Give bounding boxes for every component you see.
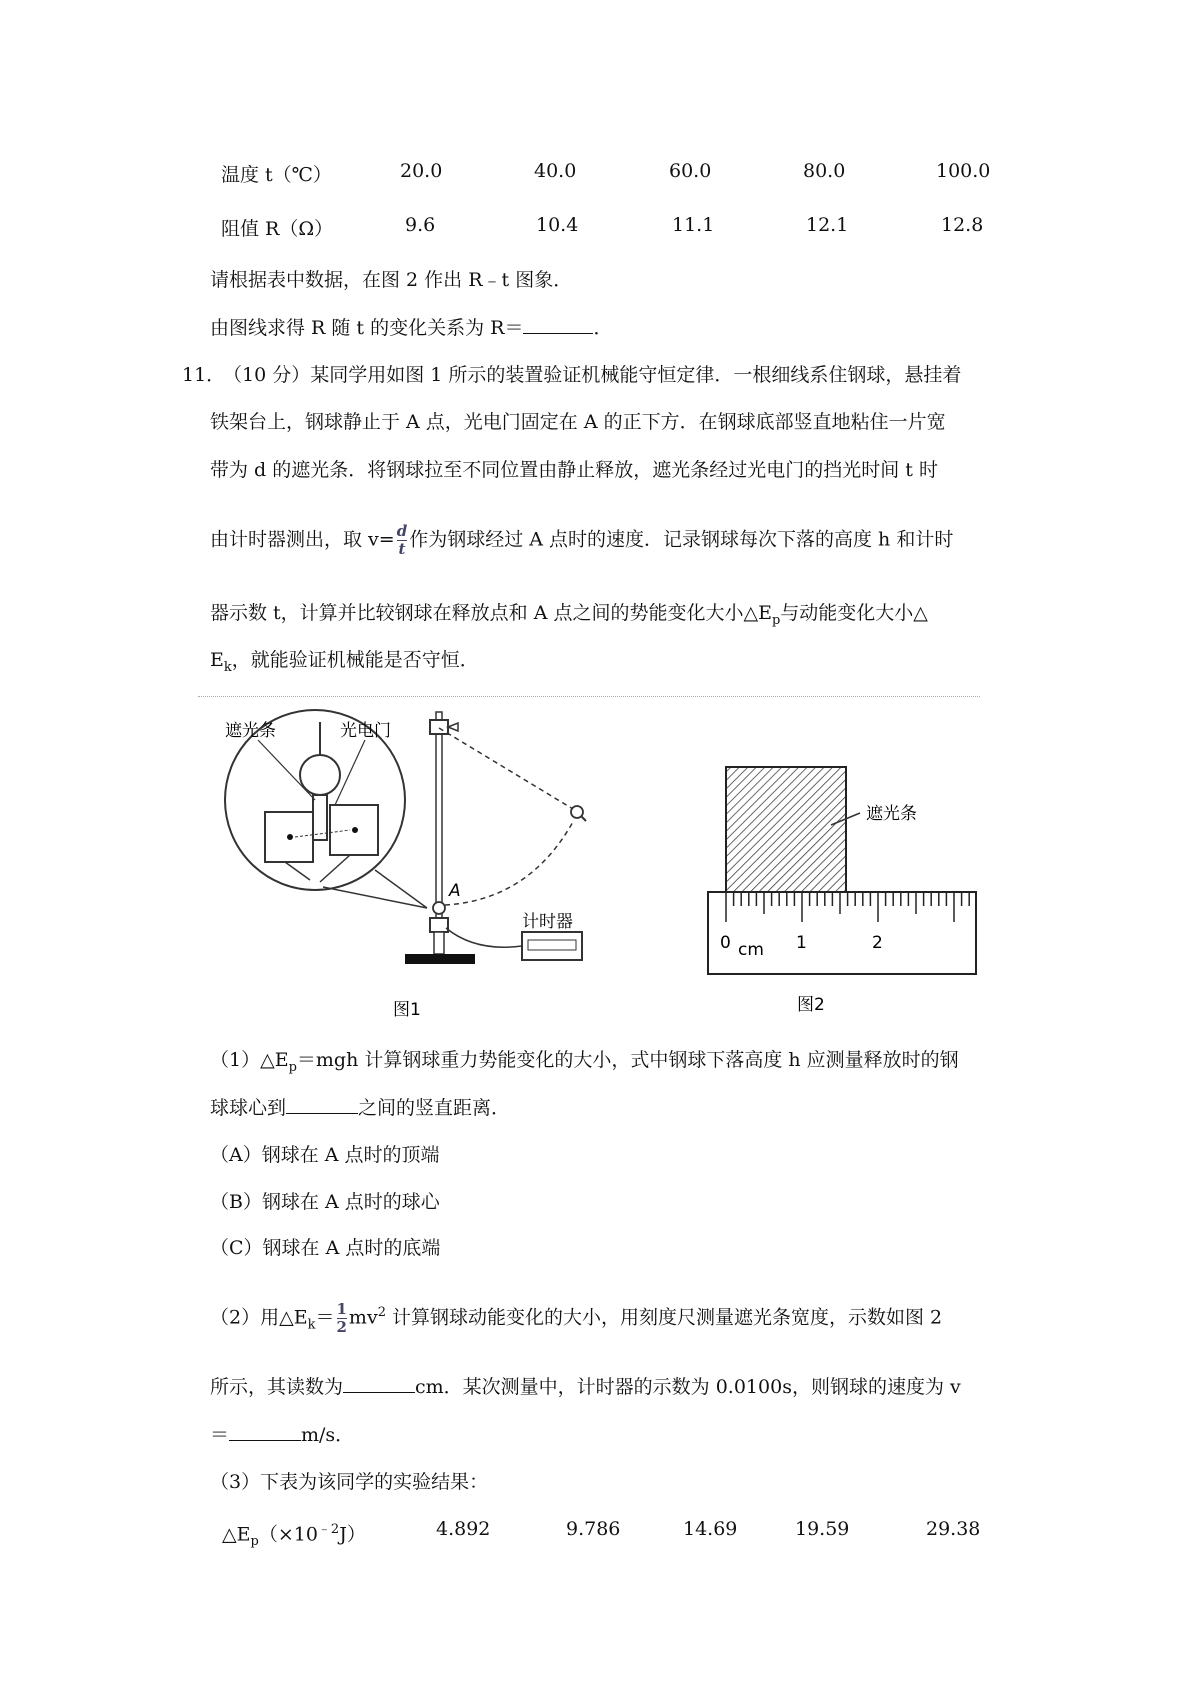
question-number: 11．	[182, 364, 226, 386]
fraction-denominator: t	[398, 540, 406, 558]
label-strip: 遮光条	[866, 804, 917, 824]
table-cell: 9.786	[566, 1518, 621, 1540]
q11-text-line	[210, 598, 928, 628]
stand-base-post	[434, 932, 444, 954]
fraction-numerator: 1	[336, 1300, 347, 1318]
table-label-segment: （×10	[258, 1523, 318, 1546]
ruler-unit: cm	[738, 940, 764, 960]
part1-line	[210, 1045, 959, 1075]
fraction-denominator: 2	[336, 1318, 347, 1336]
timer-cable	[446, 928, 522, 947]
answer-blank	[229, 1440, 301, 1441]
steel-ball-icon	[300, 755, 340, 795]
part1-line	[210, 1093, 510, 1120]
q11-text-line	[210, 524, 953, 557]
subscript: k	[223, 659, 232, 675]
q11-text-segment: 器示数 t，计算并比较钢球在释放点和 A 点之间的势能变化大小△E	[210, 602, 772, 624]
figure-2-ruler	[700, 755, 980, 1025]
answer-blank	[523, 333, 593, 334]
part2-text-segment: ＝	[315, 1306, 335, 1329]
ruler-tick-2: 2	[872, 933, 883, 953]
q11-text-segment: 与动能变化大小△	[780, 602, 928, 624]
superscript: ﹣2	[317, 1522, 340, 1537]
table-label-segment: △E	[222, 1523, 251, 1546]
q10-relation	[210, 313, 612, 340]
table-cell: 40.0	[534, 160, 577, 182]
fraction-d-over-t	[397, 524, 408, 557]
table-cell: 11.1	[672, 214, 715, 236]
table-cell: 80.0	[803, 160, 846, 182]
stand-clamp-top	[430, 720, 448, 734]
subscript: p	[288, 1059, 297, 1075]
table-label	[222, 1518, 366, 1549]
ruler-tick-0: 0	[720, 933, 731, 953]
part2-line	[210, 1372, 961, 1399]
resistance-row	[0, 214, 1200, 244]
part2-text-segment: （2）用△E	[210, 1306, 308, 1329]
label-photogate: 光电门	[340, 721, 391, 741]
figure-1-apparatus	[200, 700, 620, 1030]
table-label: 阻值 R（Ω）	[221, 218, 334, 240]
table-cell: 20.0	[400, 160, 443, 182]
table-cell: 100.0	[936, 160, 991, 182]
subscript: k	[307, 1317, 316, 1333]
label-strip: 遮光条	[225, 721, 276, 741]
table-cell: 4.892	[436, 1518, 491, 1540]
fraction-numerator: d	[396, 522, 408, 540]
part1-text-segment: （1）△E	[210, 1049, 289, 1071]
table-cell: 12.1	[806, 214, 849, 236]
table-cell: 12.8	[941, 214, 984, 236]
table-label-segment: J）	[339, 1523, 366, 1546]
superscript: 2	[377, 1305, 386, 1321]
energy-row	[0, 1518, 1200, 1548]
part1-text-segment: ＝mgh 计算钢球重力势能变化的大小，式中钢球下落高度 h 应测量释放时的钢	[296, 1049, 959, 1071]
q11-text-segment: ，就能验证机械能是否守恒．	[231, 649, 479, 671]
q11-text-segment: E	[210, 649, 224, 671]
ball-at-A	[433, 902, 445, 914]
q11-text-line: （10 分）某同学用如图 1 所示的装置验证机械能守恒定律．一根细线系住钢球，悬挂着	[223, 364, 962, 386]
q10-relation-end: ．	[593, 317, 613, 339]
q11-text-line: 带为 d 的遮光条．将钢球拉至不同位置由静止释放，遮光条经过光电门的挡光时间 t 时	[210, 459, 938, 481]
answer-blank	[286, 1113, 358, 1114]
figure-1-caption: 图1	[393, 1000, 421, 1020]
part1-text-segment: 球球心到	[210, 1097, 287, 1119]
fraction-one-half	[336, 1302, 346, 1335]
part1-text-segment: 之间的竖直距离．	[358, 1097, 511, 1119]
swing-arc	[445, 820, 574, 905]
q11-text-segment: 作为钢球经过 A 点时的速度．记录钢球每次下落的高度 h 和计时	[409, 528, 954, 551]
table-cell: 10.4	[536, 214, 579, 236]
q10-relation-text: 由图线求得 R 随 t 的变化关系为 R＝	[210, 317, 524, 339]
option-B: （B）钢球在 A 点时的球心	[210, 1191, 440, 1213]
ruler-tick-1: 1	[796, 933, 807, 953]
label-timer: 计时器	[522, 912, 573, 932]
subscript: p	[771, 612, 781, 628]
part2-text-segment: 所示，其读数为	[210, 1376, 344, 1398]
table-cell: 9.6	[405, 214, 436, 236]
pendulum-string	[439, 728, 573, 809]
part2-text-segment: m/s．	[301, 1424, 355, 1446]
table-label: 温度 t（℃）	[221, 164, 332, 186]
part2-line	[210, 1420, 354, 1447]
answer-blank	[343, 1392, 415, 1393]
q10-instruction: 请根据表中数据，在图 2 作出 R﹣t 图象．	[210, 269, 573, 291]
figure-2-caption: 图2	[797, 995, 825, 1015]
part2-text-segment: mv	[348, 1306, 378, 1329]
divider	[198, 696, 980, 697]
light-strip-hatched	[726, 767, 846, 892]
part2-text-segment: cm．某次测量中，计时器的示数为 0.0100s，则钢球的速度为 v	[415, 1376, 961, 1398]
q11-text-line: 铁架台上，钢球静止于 A 点，光电门固定在 A 的正下方．在钢球底部竖直地粘住一片宽	[210, 411, 946, 433]
part2-text-segment: ＝	[210, 1424, 230, 1446]
option-C: （C）钢球在 A 点时的底端	[210, 1237, 441, 1259]
stand-base	[405, 954, 475, 964]
label-A: A	[449, 881, 461, 901]
table-cell: 14.69	[683, 1518, 738, 1540]
part3-line: （3）下表为该同学的实验结果：	[210, 1471, 489, 1493]
table-cell: 19.59	[795, 1518, 850, 1540]
subscript: p	[250, 1534, 259, 1550]
q11-text-segment: 由计时器测出，取 v=	[210, 528, 395, 551]
part2-text-segment: 计算钢球动能变化的大小，用刻度尺测量遮光条宽度，示数如图 2	[385, 1306, 943, 1329]
option-A: （A）钢球在 A 点时的顶端	[210, 1144, 440, 1166]
q11-text-line	[210, 645, 479, 675]
table-cell: 60.0	[669, 160, 712, 182]
part2-line	[210, 1302, 942, 1335]
temperature-row	[0, 160, 1200, 190]
table-cell: 29.38	[926, 1518, 981, 1540]
